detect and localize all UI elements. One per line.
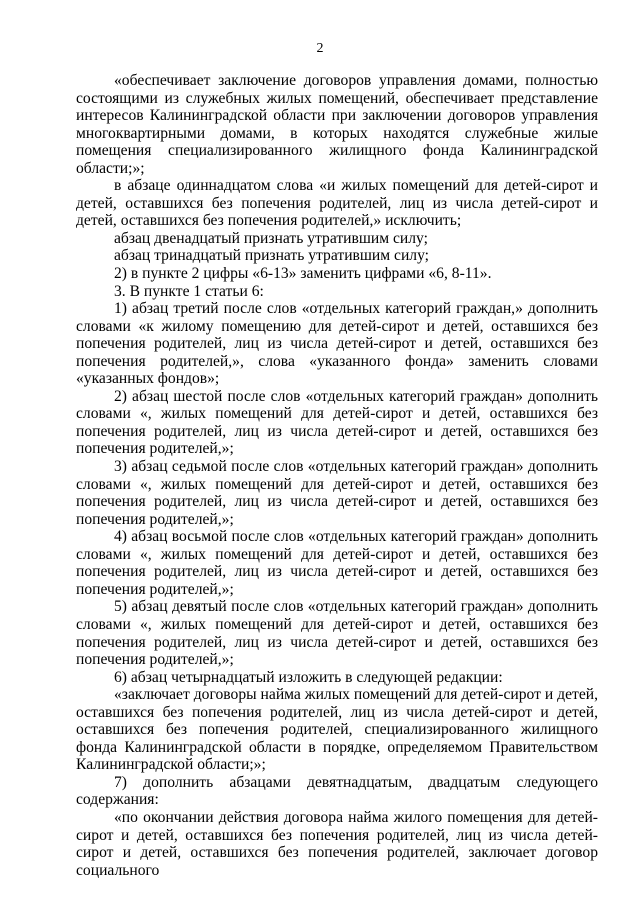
- paragraph-6: 3. В пункте 1 статьи 6:: [114, 282, 264, 300]
- document-body: [76, 72, 598, 879]
- paragraph-12: 6) абзац четырнадцатый изложить в следующей редакции:: [114, 668, 503, 686]
- paragraph-13: «заключает договоры найма жилых помещений для детей-сирот и детей, оставшихся без попечения родителей, лиц из числа детей-сирот и детей, оставшихся без попечения родителей, специализированного жилищного фонда Калининградской области в порядке, определяемом Правительством Калининградской области;»;: [76, 686, 598, 774]
- paragraph-10: 4) абзац восьмой после слов «отдельных категорий граждан» дополнить словами «, жилых помещений для детей-сирот и детей, оставшихся без попечения родителей, лиц из числа детей-сирот и детей, оставшихся без попечения родителей,»;: [76, 528, 598, 598]
- page-number: 2: [316, 41, 324, 56]
- paragraph-9: 3) абзац седьмой после слов «отдельных категорий граждан» дополнить словами «, жилых помещений для детей-сирот и детей, оставшихся без попечения родителей, лиц из числа детей-сирот и детей, оставшихся без попечения родителей,»;: [76, 458, 598, 528]
- paragraph-15: «по окончании действия договора найма жилого помещения для детей-сирот и детей, оставшихся без попечения родителей, лиц из числа детей-сирот и детей, оставшихся без попечения родителей, заключает договор социального: [76, 808, 598, 879]
- paragraph-4: абзац тринадцатый признать утратившим силу;: [114, 247, 429, 265]
- paragraph-2: в абзаце одиннадцатом слова «и жилых помещений для детей-сирот и детей, оставшихся без попечения родителей, лиц из числа детей-сирот и детей, оставшихся без попечения родителей,» исключить;: [76, 177, 598, 230]
- paragraph-11: 5) абзац девятый после слов «отдельных категорий граждан» дополнить словами «, жилых помещений для детей-сирот и детей, оставшихся без попечения родителей, лиц из числа детей-сирот и детей, оставшихся без попечения родителей,»;: [76, 598, 598, 669]
- paragraph-1: «обеспечивает заключение договоров управления домами, полностью состоящими из служебных жилых помещений, обеспечивает представление интересов Калининградской области при заключении договоров управления многоквартирными домами, в которых находятся служебные жилые помещения специализированного жилищного фонда Калининградской области;»;: [76, 72, 598, 177]
- paragraph-14: 7) дополнить абзацами девятнадцатым, двадцатым следующего содержания:: [76, 773, 598, 809]
- paragraph-7: 1) абзац третий после слов «отдельных категорий граждан,» дополнить словами «к жилому помещению для детей-сирот и детей, оставшихся без попечения родителей, лиц из числа детей-сирот и детей, оставшихся без попечения родителей,», слова «указанного фонда» заменить словами «указанных фондов»;: [76, 300, 598, 388]
- paragraph-8: 2) абзац шестой после слов «отдельных категорий граждан» дополнить словами «, жилых помещений для детей-сирот и детей, оставшихся без попечения родителей, лиц из числа детей-сирот и детей, оставшихся без попечения родителей,»;: [76, 387, 598, 458]
- paragraph-3: абзац двенадцатый признать утратившим силу;: [114, 229, 428, 247]
- paragraph-5: 2) в пункте 2 цифры «6-13» заменить цифрами «6, 8-11».: [114, 265, 492, 283]
